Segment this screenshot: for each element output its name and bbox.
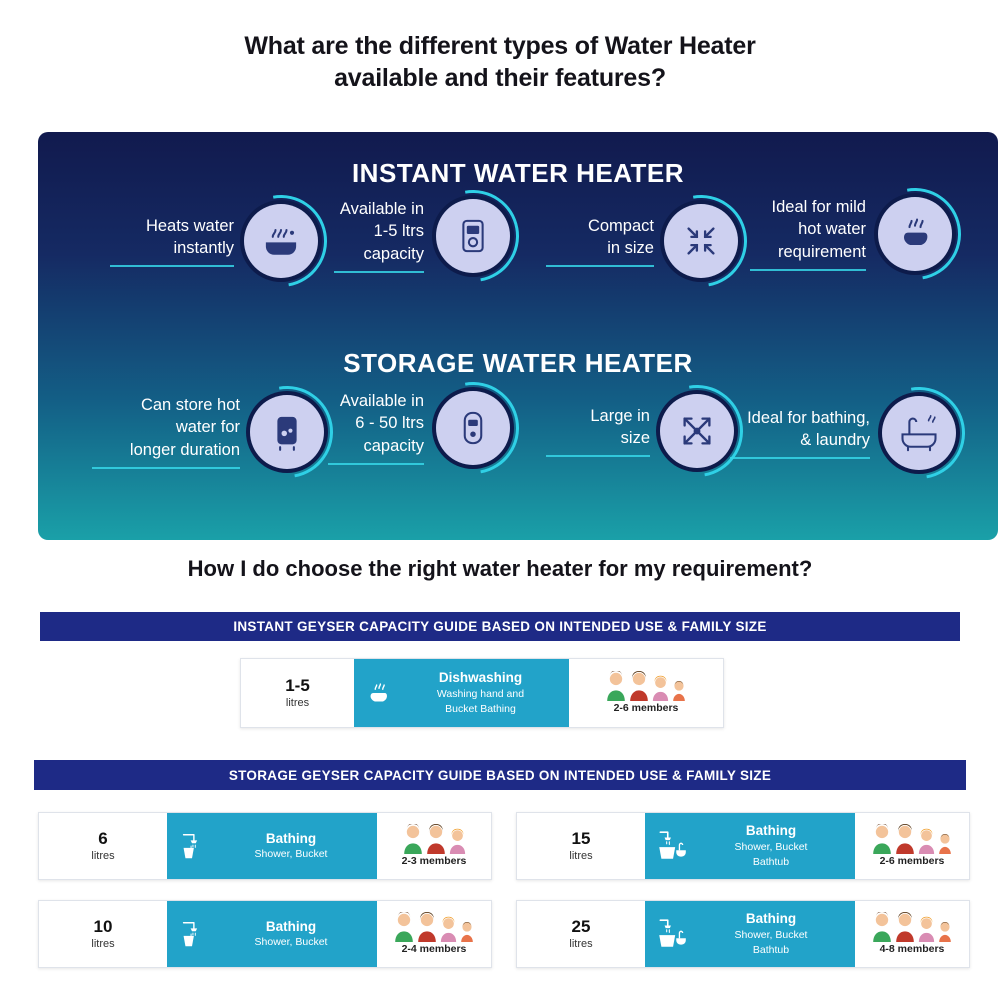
bathtub-icon: [882, 396, 956, 470]
page-title: [0, 0, 1000, 94]
page-title-line-1: What are the different types of Water Heater: [244, 32, 756, 60]
capacity-cell: [241, 659, 354, 727]
family-label: 2-3 members: [401, 855, 467, 867]
instant-water-heater-title: INSTANT WATER HEATER: [351, 158, 685, 188]
table-row-storage-25: [516, 900, 970, 968]
table-row-storage-6: [38, 812, 492, 880]
feature-storage-2: [328, 390, 510, 465]
feature-instant-2: [334, 198, 510, 273]
people-icons: [871, 824, 953, 854]
use-title: Bathing: [745, 911, 797, 927]
person-icon: [416, 912, 438, 942]
sub-headline: How I do choose the right water heater for my requirement?: [187, 556, 813, 581]
feature-instant-1-label: Heats water instantly: [110, 215, 234, 268]
feature-storage-1: [92, 394, 324, 469]
compress-arrows-icon: [664, 204, 738, 278]
feature-instant-3: [546, 204, 738, 278]
use-sub-1: Washing hand and: [436, 687, 525, 700]
family-cell: [377, 813, 491, 879]
capacity-value: 25: [571, 916, 591, 936]
person-icon: [937, 920, 953, 942]
use-sub-1: Shower, Bucket: [254, 936, 328, 949]
use-text: [215, 919, 367, 950]
use-text: [402, 670, 559, 716]
use-title: Bathing: [745, 823, 797, 839]
feature-instant-2-label: Available in 1-5 ltrs capacity: [334, 198, 424, 273]
people-icons: [871, 912, 953, 942]
page-title-line-2: available and their features?: [334, 64, 666, 92]
use-title: Bathing: [265, 830, 317, 846]
use-cell: [167, 813, 377, 879]
family-cell: [855, 813, 969, 879]
heater-types-panel: [38, 132, 998, 540]
person-icon: [671, 679, 687, 701]
person-icon: [937, 832, 953, 854]
capacity-value: 15: [571, 828, 591, 848]
use-title: Dishwashing: [438, 670, 523, 686]
people-icons: [393, 912, 475, 942]
use-cell: [645, 901, 855, 967]
capacity-unit: litres: [285, 697, 310, 710]
person-icon: [402, 824, 424, 854]
person-icon: [894, 824, 916, 854]
person-icon: [871, 912, 893, 942]
person-icon: [459, 920, 475, 942]
person-icon: [917, 916, 936, 942]
family-cell: [855, 901, 969, 967]
capacity-unit: litres: [91, 850, 115, 863]
capacity-unit: litres: [569, 850, 593, 863]
family-cell: [377, 901, 491, 967]
water-heating-icon: [244, 204, 318, 278]
family-label: 4-8 members: [879, 943, 945, 955]
use-sub-2: Bucket Bathing: [445, 702, 516, 715]
capacity-cell: [517, 813, 645, 879]
feature-instant-4-label: Ideal for mild hot water requirement: [750, 196, 866, 271]
people-icons: [605, 671, 687, 701]
feature-storage-4: [730, 396, 956, 470]
use-text: [215, 831, 367, 862]
person-icon: [448, 828, 467, 854]
capacity-unit: litres: [91, 938, 115, 951]
feature-storage-1-label: Can store hot water for longer duration: [92, 394, 240, 469]
shower-bathtub-icon: [655, 917, 689, 951]
use-sub-1: Shower, Bucket: [734, 928, 808, 941]
feature-instant-3-label: Compact in size: [546, 215, 654, 268]
storage-geyser-icon: [436, 391, 510, 465]
person-icon: [894, 912, 916, 942]
person-icon: [628, 671, 650, 701]
person-icon: [917, 828, 936, 854]
person-icon: [393, 912, 415, 942]
shower-bucket-icon: [177, 829, 207, 863]
table-row-instant-1-5: [240, 658, 724, 728]
feature-instant-1: [110, 204, 318, 278]
capacity-value: 10: [93, 916, 113, 936]
table-row-storage-10: [38, 900, 492, 968]
use-cell: [645, 813, 855, 879]
underline-rule: [334, 271, 424, 273]
hand-wash-icon: [364, 677, 394, 709]
feature-storage-4-label: Ideal for bathing, & laundry: [730, 407, 870, 460]
table-row-storage-15: [516, 812, 970, 880]
shower-bathtub-icon: [655, 829, 689, 863]
use-sub-2: Bathtub: [752, 855, 790, 868]
underline-rule: [730, 457, 870, 459]
underline-rule: [328, 463, 424, 465]
storage-water-heater-title: STORAGE WATER HEATER: [343, 348, 693, 378]
family-label: 2-6 members: [879, 855, 945, 867]
person-icon: [439, 916, 458, 942]
feature-instant-4: [750, 196, 952, 271]
use-title: Bathing: [265, 918, 317, 934]
instant-geyser-icon: [436, 199, 510, 273]
underline-rule: [92, 467, 240, 469]
use-cell: [167, 901, 377, 967]
capacity-cell: [517, 901, 645, 967]
use-text: [697, 823, 845, 869]
underline-rule: [546, 455, 650, 457]
capacity-cell: [39, 901, 167, 967]
feature-storage-3-label: Large in size: [546, 405, 650, 458]
capacity-unit: litres: [569, 938, 593, 951]
storage-tank-icon: [250, 395, 324, 469]
use-sub-2: Bathtub: [752, 943, 790, 956]
use-sub-1: Shower, Bucket: [734, 840, 808, 853]
instant-guide-bar: INSTANT GEYSER CAPACITY GUIDE BASED ON INTENDED USE & FAMILY SIZE: [40, 612, 960, 641]
person-icon: [425, 824, 447, 854]
feature-storage-3: [546, 394, 734, 468]
use-text: [697, 911, 845, 957]
use-sub-1: Shower, Bucket: [254, 848, 328, 861]
person-icon: [871, 824, 893, 854]
expand-arrows-icon: [660, 394, 734, 468]
person-icon: [651, 675, 670, 701]
storage-guide-bar: STORAGE GEYSER CAPACITY GUIDE BASED ON INTENDED USE & FAMILY SIZE: [34, 760, 966, 790]
hand-wash-icon: [878, 197, 952, 271]
person-icon: [605, 671, 627, 701]
family-cell: [569, 659, 723, 727]
capacity-value: 6: [98, 828, 108, 848]
people-icons: [402, 824, 467, 854]
underline-rule: [110, 265, 234, 267]
feature-storage-2-label: Available in 6 - 50 ltrs capacity: [328, 390, 424, 465]
underline-rule: [750, 269, 866, 271]
use-cell: [354, 659, 569, 727]
family-label: 2-6 members: [613, 702, 679, 714]
shower-bucket-icon: [177, 917, 207, 951]
underline-rule: [546, 265, 654, 267]
capacity-cell: [39, 813, 167, 879]
capacity-value: 1-5: [285, 675, 310, 695]
family-label: 2-4 members: [401, 943, 467, 955]
